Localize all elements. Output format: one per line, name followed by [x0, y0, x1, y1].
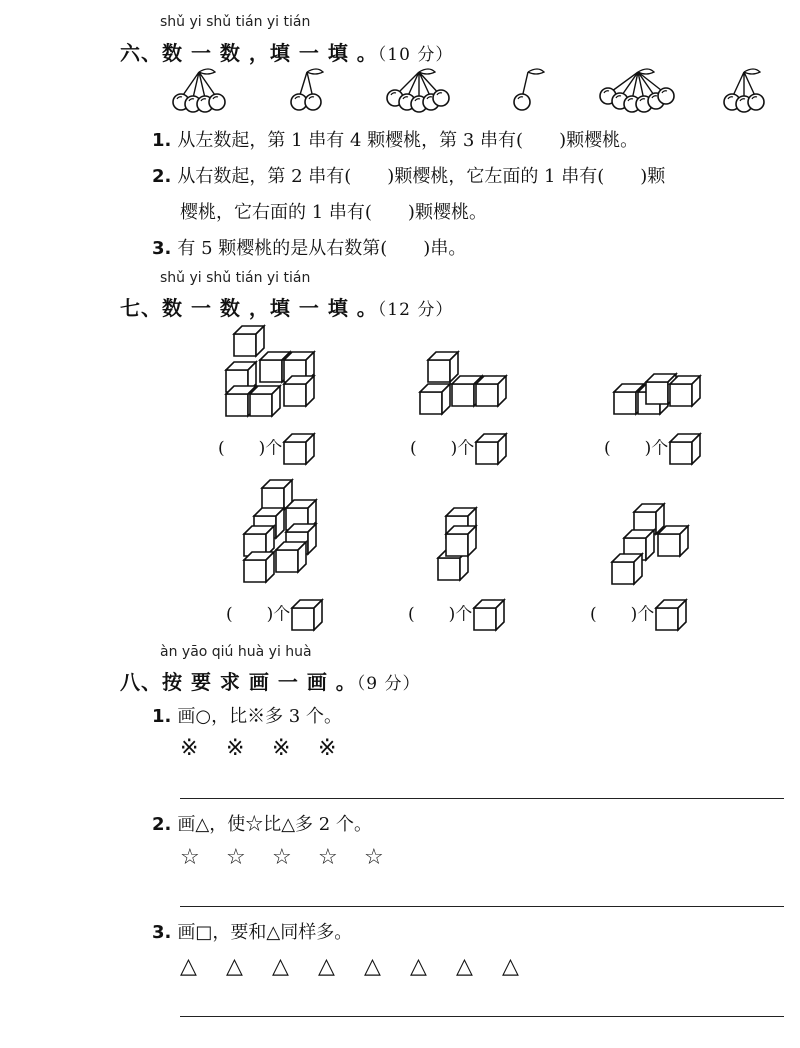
cube-icon	[282, 432, 316, 466]
triangle-icon: △	[502, 954, 519, 979]
cube-icon	[654, 598, 688, 632]
cube-stack-figure	[436, 506, 492, 586]
answer-label: ( )个	[604, 438, 669, 459]
q-number: 1.	[152, 130, 172, 151]
star-icon: ☆	[318, 845, 338, 870]
answer-label: ( )个	[226, 604, 291, 625]
answer-label: ( )个	[410, 438, 475, 459]
q-number: 1.	[152, 706, 172, 727]
cube-stack-figure	[224, 322, 324, 426]
triangle-icon: △	[180, 954, 197, 979]
triangle-icon: △	[226, 954, 243, 979]
q-text: 从右数起，第 2 串有( )颗樱桃，它左面的 1 串有( )颗	[177, 166, 666, 187]
section7-title	[120, 292, 453, 321]
answer-blank[interactable]	[410, 432, 508, 466]
triangle-icon: △	[456, 954, 473, 979]
q-number: 3.	[152, 238, 172, 259]
reference-mark-symbol: ※	[180, 736, 199, 761]
reference-mark-symbol: ※	[226, 736, 245, 761]
cube-stack-figure	[418, 348, 518, 424]
q-text: 画□，要和△同样多。	[177, 922, 353, 943]
answer-blank[interactable]	[226, 598, 324, 632]
section6-title	[120, 37, 453, 66]
cherry-bunch-icon	[387, 69, 449, 112]
cherry-bunch-icon	[173, 69, 225, 112]
section6-q3	[152, 234, 466, 260]
answer-blank[interactable]	[218, 432, 316, 466]
cube-stack-figure	[242, 478, 328, 590]
section7-title-text: 七、数 一 数 ，填 一 填 。	[120, 296, 378, 320]
cube-stack-figure	[612, 372, 712, 424]
cherry-bunch-icon	[291, 69, 323, 110]
cube-icon	[668, 432, 702, 466]
q-number: 3.	[152, 922, 172, 943]
section6-q1	[152, 126, 638, 152]
section8-q2	[152, 810, 372, 836]
triangle-icon: △	[364, 954, 381, 979]
drawing-answer-line[interactable]	[180, 798, 784, 799]
section8-points: （9 分）	[356, 674, 421, 694]
symbol-row-2	[180, 845, 410, 870]
triangle-icon: △	[410, 954, 427, 979]
cherry-row	[165, 66, 775, 118]
answer-blank[interactable]	[590, 598, 688, 632]
q-text: 画○，比※多 3 个。	[177, 706, 342, 727]
section8-pinyin: àn yāo qiú huà yi huà	[160, 644, 312, 660]
section6-pinyin: shǔ yi shǔ tián yi tián	[160, 14, 311, 30]
symbol-row-3	[180, 954, 548, 979]
star-icon: ☆	[226, 845, 246, 870]
cube-icon	[290, 598, 324, 632]
cube-icon	[474, 432, 508, 466]
answer-label: ( )个	[408, 604, 473, 625]
reference-mark-symbol: ※	[272, 736, 291, 761]
section7-points: （12 分）	[377, 300, 454, 320]
section7-pinyin: shǔ yi shǔ tián yi tián	[160, 270, 311, 286]
drawing-answer-line[interactable]	[180, 906, 784, 907]
answer-blank[interactable]	[604, 432, 702, 466]
q-number: 2.	[152, 166, 172, 187]
section8-title	[120, 666, 421, 695]
answer-blank[interactable]	[408, 598, 506, 632]
section8-title-text: 八、按 要 求 画 一 画 。	[120, 670, 357, 694]
q-text: 画△，使☆比△多 2 个。	[177, 814, 372, 835]
q-text: 从左数起，第 1 串有 4 颗樱桃，第 3 串有( )颗樱桃。	[177, 130, 639, 151]
answer-label: ( )个	[218, 438, 283, 459]
cube-icon	[472, 598, 506, 632]
q-number: 2.	[152, 814, 172, 835]
triangle-icon: △	[272, 954, 289, 979]
answer-label: ( )个	[590, 604, 655, 625]
triangle-icon: △	[318, 954, 335, 979]
section8-q3	[152, 918, 352, 944]
cube-stack-figure	[610, 502, 696, 588]
star-icon: ☆	[180, 845, 200, 870]
star-icon: ☆	[364, 845, 384, 870]
cherry-bunch-icon	[724, 69, 764, 112]
section6-q2-line2: 樱桃，它右面的 1 串有( )颗樱桃。	[180, 202, 487, 223]
symbol-row-1	[180, 736, 364, 761]
cherry-bunch-icon	[514, 69, 544, 110]
cherry-bunch-icon	[600, 69, 674, 112]
q-text: 有 5 颗樱桃的是从右数第( )串。	[177, 238, 467, 259]
section8-q1	[152, 702, 342, 728]
star-icon: ☆	[272, 845, 292, 870]
reference-mark-symbol: ※	[318, 736, 337, 761]
section6-q2	[152, 162, 665, 188]
section6-title-text: 六、数 一 数 ，填 一 填 。	[120, 41, 378, 65]
section6-points: （10 分）	[377, 45, 454, 65]
drawing-answer-line[interactable]	[180, 1016, 784, 1017]
